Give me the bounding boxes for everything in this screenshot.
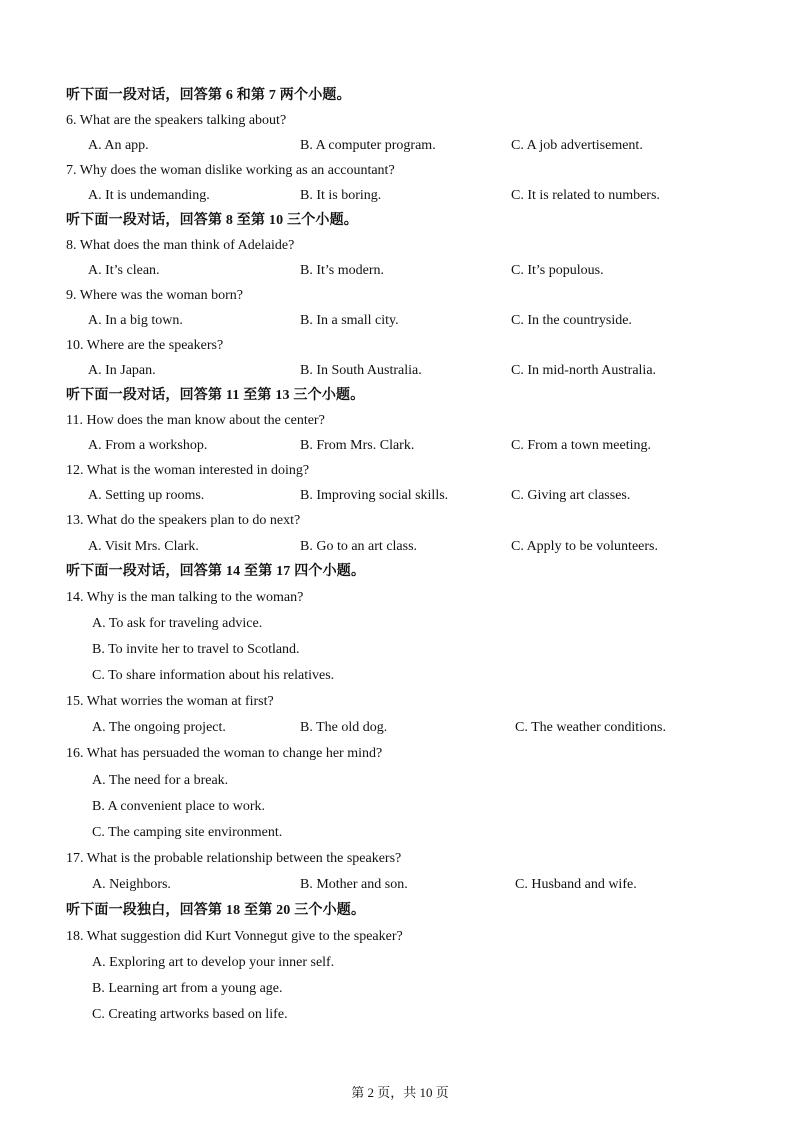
- option-a: A. In a big town.: [88, 313, 183, 328]
- options-row: [0, 875, 800, 895]
- question-16-text: 16. What has persuaded the woman to change her mind?: [66, 746, 383, 761]
- question-15-text: 15. What worries the woman at first?: [66, 694, 274, 709]
- option-b: B. Improving social skills.: [300, 488, 449, 503]
- option-a: A. In Japan.: [88, 363, 156, 378]
- option-line: [0, 666, 800, 686]
- question-stem: [0, 236, 800, 256]
- options-row: [0, 486, 800, 506]
- option-b: B. From Mrs. Clark.: [300, 438, 415, 453]
- question-13-text: 13. What do the speakers plan to do next?: [66, 513, 301, 528]
- option-a: A. Setting up rooms.: [88, 488, 205, 503]
- options-row: [0, 718, 800, 738]
- question-stem: [0, 411, 800, 431]
- option-b: B. Go to an art class.: [300, 539, 418, 554]
- section-heading: [0, 211, 800, 231]
- section-heading: [0, 386, 800, 406]
- option-a: A. It’s clean.: [88, 263, 160, 278]
- option-b: B. In a small city.: [300, 313, 399, 328]
- question-10-text: 10. Where are the speakers?: [66, 338, 224, 353]
- option-c: C. In mid-north Australia.: [511, 363, 657, 378]
- option-a: A. It is undemanding.: [88, 188, 210, 203]
- question-stem: [0, 744, 800, 764]
- question-stem: [0, 111, 800, 131]
- option-line: [0, 953, 800, 973]
- option-line: [0, 771, 800, 791]
- option-c: C. The camping site environment.: [92, 825, 283, 840]
- options-row: [0, 136, 800, 156]
- question-stem: [0, 511, 800, 531]
- option-line: [0, 797, 800, 817]
- options-row: [0, 361, 800, 381]
- section-instruction: 听下面一段对话，回答第 6 和第 7 两个小题。: [66, 88, 351, 103]
- option-c: C. It’s populous.: [511, 263, 604, 278]
- option-b: B. Mother and son.: [300, 877, 408, 892]
- option-c: C. The weather conditions.: [515, 720, 666, 735]
- question-18-text: 18. What suggestion did Kurt Vonnegut give to the speaker?: [66, 929, 403, 944]
- options-row: [0, 311, 800, 331]
- option-b: B. It’s modern.: [300, 263, 384, 278]
- options-row: [0, 436, 800, 456]
- option-c: C. A job advertisement.: [511, 138, 643, 153]
- option-line: [0, 640, 800, 660]
- option-a: A. The need for a break.: [92, 773, 229, 788]
- section-instruction: 听下面一段对话，回答第 14 至第 17 四个小题。: [66, 564, 366, 579]
- option-b: B. The old dog.: [300, 720, 388, 735]
- question-stem: [0, 336, 800, 356]
- options-row: [0, 261, 800, 281]
- option-c: C. Creating artworks based on life.: [92, 1007, 288, 1022]
- section-heading: [0, 901, 800, 921]
- option-b: B. It is boring.: [300, 188, 382, 203]
- question-14-text: 14. Why is the man talking to the woman?: [66, 590, 304, 605]
- option-c: C. In the countryside.: [511, 313, 632, 328]
- section-instruction: 听下面一段对话，回答第 8 至第 10 三个小题。: [66, 213, 358, 228]
- question-stem: [0, 849, 800, 869]
- option-c: C. To share information about his relatives.: [92, 668, 335, 683]
- question-stem: [0, 927, 800, 947]
- question-stem: [0, 461, 800, 481]
- question-17-text: 17. What is the probable relationship between the speakers?: [66, 851, 402, 866]
- question-8-text: 8. What does the man think of Adelaide?: [66, 238, 295, 253]
- option-line: [0, 823, 800, 843]
- option-c: C. Husband and wife.: [515, 877, 637, 892]
- option-b: B. A computer program.: [300, 138, 436, 153]
- question-7-text: 7. Why does the woman dislike working as an accountant?: [66, 163, 395, 178]
- option-a: A. Visit Mrs. Clark.: [88, 539, 199, 554]
- page-number: 第 2 页，共 10 页: [351, 1085, 449, 1100]
- question-12-text: 12. What is the woman interested in doing?: [66, 463, 310, 478]
- option-a: A. The ongoing project.: [92, 720, 226, 735]
- section-heading: [0, 562, 800, 582]
- section-heading: [0, 86, 800, 106]
- question-stem: [0, 692, 800, 712]
- question-stem: [0, 588, 800, 608]
- option-b: B. To invite her to travel to Scotland.: [92, 642, 300, 657]
- question-11-text: 11. How does the man know about the center?: [66, 413, 325, 428]
- option-c: C. From a town meeting.: [511, 438, 651, 453]
- option-b: B. A convenient place to work.: [92, 799, 266, 814]
- options-row: [0, 186, 800, 206]
- option-line: [0, 1005, 800, 1025]
- section-instruction: 听下面一段独白，回答第 18 至第 20 三个小题。: [66, 903, 366, 918]
- question-stem: [0, 286, 800, 306]
- option-c: C. It is related to numbers.: [511, 188, 660, 203]
- options-row: [0, 537, 800, 557]
- question-6-text: 6. What are the speakers talking about?: [66, 113, 287, 128]
- option-a: A. Exploring art to develop your inner self.: [92, 955, 335, 970]
- question-9-text: 9. Where was the woman born?: [66, 288, 244, 303]
- option-line: [0, 979, 800, 999]
- option-a: A. An app.: [88, 138, 149, 153]
- option-c: C. Giving art classes.: [511, 488, 631, 503]
- option-a: A. From a workshop.: [88, 438, 208, 453]
- option-b: B. Learning art from a young age.: [92, 981, 283, 996]
- question-stem: [0, 161, 800, 181]
- section-instruction: 听下面一段对话，回答第 11 至第 13 三个小题。: [66, 388, 365, 403]
- option-line: [0, 614, 800, 634]
- option-b: B. In South Australia.: [300, 363, 422, 378]
- option-a: A. To ask for traveling advice.: [92, 616, 263, 631]
- option-c: C. Apply to be volunteers.: [511, 539, 658, 554]
- option-a: A. Neighbors.: [92, 877, 171, 892]
